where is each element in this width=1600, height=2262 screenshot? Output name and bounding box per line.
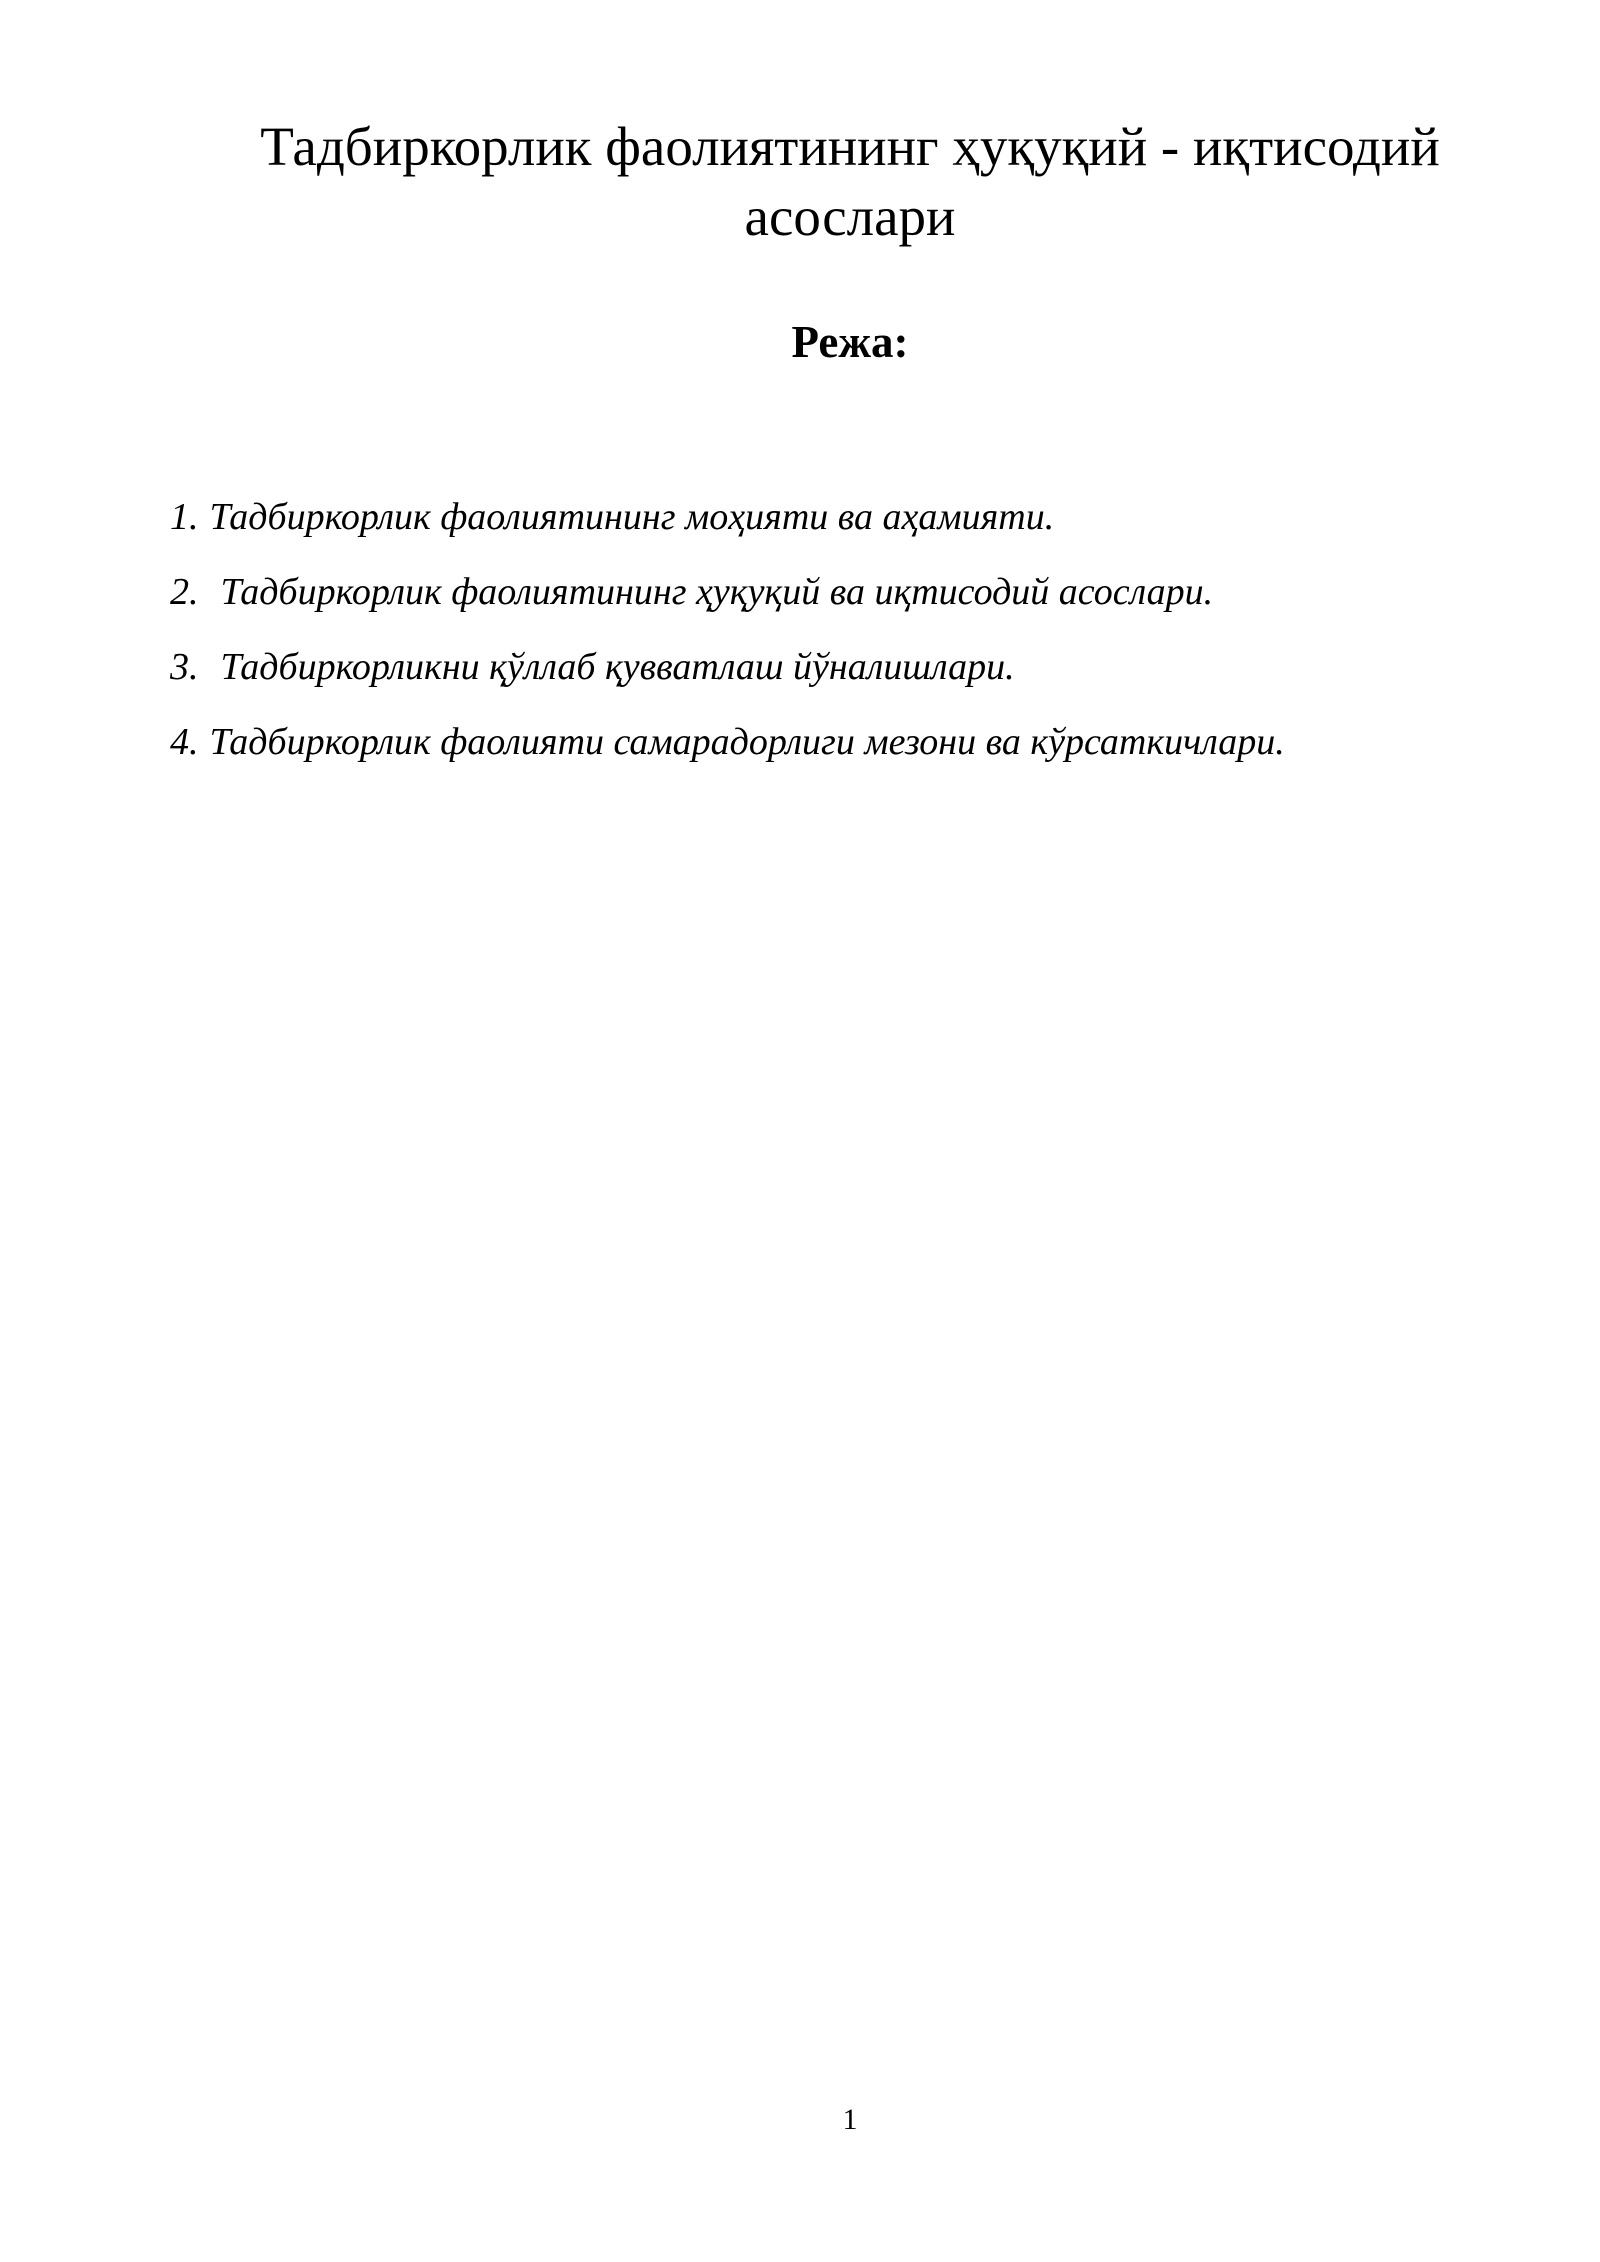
plan-item: [170, 644, 1490, 690]
plan-item-text: Тадбиркорлик фаолиятининг ҳуқуқий ва иқтисодий асослари.: [220, 571, 1214, 613]
plan-item: [170, 494, 1490, 540]
plan-heading: Режа:: [791, 317, 909, 367]
plan-item: [170, 719, 1490, 765]
plan-item-text: Тадбиркорликни қўллаб қувватлаш йўналишлари.: [220, 646, 1015, 688]
document-title-line-1: Тадбиркорлик фаолиятининг ҳуқуқий - иқтисодий: [260, 116, 1440, 177]
document-title-line-2: асослари: [744, 186, 956, 247]
plan-list: [170, 494, 1490, 794]
plan-item-number: 3.: [170, 646, 199, 688]
page-number: 1: [842, 2103, 858, 2136]
plan-item-text: Тадбиркорлик фаолияти самарадорлиги мезони ва кўрсаткичлари.: [209, 721, 1285, 763]
plan-item: [170, 569, 1490, 615]
plan-item-number: 1.: [170, 496, 199, 538]
plan-item-number: 4.: [170, 721, 199, 763]
document-title: [170, 112, 1530, 252]
plan-item-number: 2.: [170, 571, 199, 613]
plan-item-text: Тадбиркорлик фаолиятининг моҳияти ва аҳамияти.: [209, 496, 1055, 538]
